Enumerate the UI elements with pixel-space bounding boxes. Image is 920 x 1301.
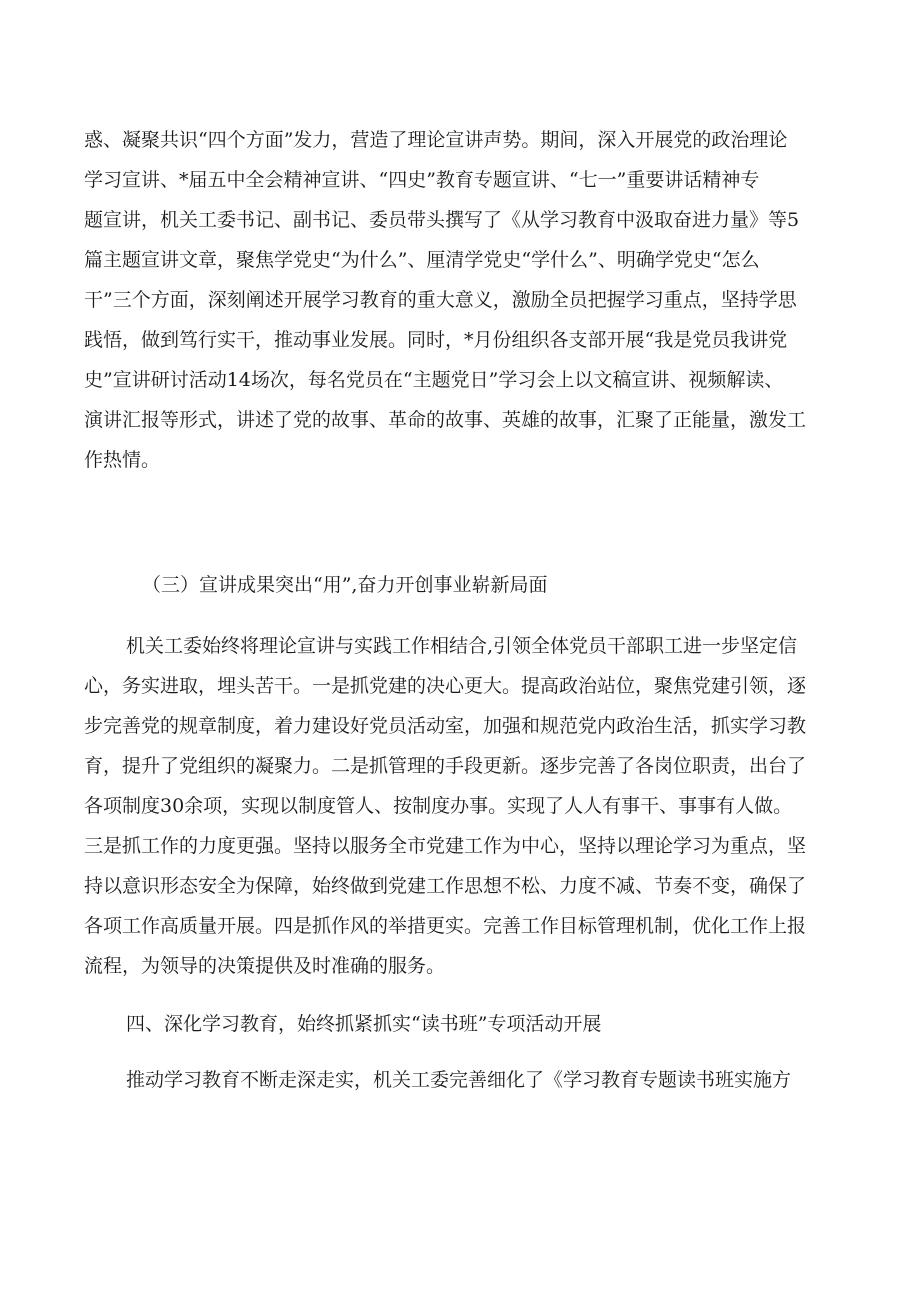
paragraph-results (84, 626, 854, 986)
text-line: 育，提升了党组织的凝聚力。二是抓管理的手段更新。逐步完善了各岗位职责，出台了 (84, 755, 807, 777)
text-line: 干”三个方面，深刻阐述开展学习教育的重大意义，激励全员把握学习重点，坚持学思 (84, 289, 797, 311)
heading-text: 四、深化学习教育，始终抓紧抓实“读书班”专项活动开展 (126, 1013, 602, 1035)
text-line: 践悟，做到笃行实干，推动事业发展。同时，*月份组织各支部开展“我是党员我讲党 (84, 329, 788, 351)
paragraph-propaganda-momentum (84, 120, 854, 480)
text-line: 题宣讲，机关工委书记、副书记、委员带头撰写了《从学习教育中汲取奋进力量》等5 (84, 209, 800, 231)
text-line: 演讲汇报等形式，讲述了党的故事、革命的故事、英雄的故事，汇聚了正能量，激发工 (84, 409, 807, 431)
text-line: 步完善党的规章制度，着力建设好党员活动室，加强和规范党内政治生活，抓实学习教 (84, 715, 807, 737)
text-line: 机关工委始终将理论宣讲与实践工作相结合,引领全体党员干部职工进一步坚定信 (126, 635, 798, 657)
text-line: 各项工作高质量开展。四是抓作风的举措更实。完善工作目标管理机制，优化工作上报 (84, 915, 807, 937)
text-line: 学习宣讲、*届五中全会精神宣讲、“四史”教育专题宣讲、“七一”重要讲话精神专 (84, 169, 760, 191)
text-line: 流程，为领导的决策提供及时准确的服务。 (84, 955, 446, 977)
text-line: 惑、凝聚共识“四个方面”发力，营造了理论宣讲声势。期间，深入开展党的政治理论 (84, 129, 788, 151)
section-heading-3 (84, 565, 854, 605)
text-line: 作热情。 (84, 449, 161, 471)
text-line: 心，务实进取，埋头苦干。一是抓党建的决心更大。提高政治站位，聚焦党建引领，逐 (84, 675, 807, 697)
text-line: 史”宣讲研讨活动14场次，每名党员在“主题党日”学习会上以文稿宣讲、视频解读、 (84, 369, 784, 391)
section-heading-4 (84, 1004, 854, 1044)
text-line: 推动学习教育不断走深走实，机关工委完善细化了《学习教育专题读书班实施方 (126, 1069, 792, 1091)
text-line: 篇主题宣讲文章，聚焦学党史“为什么”、厘清学党史“学什么”、明确学党史“怎么 (84, 249, 760, 271)
heading-text: （三）宣讲成果突出“用”,奋力开创事业崭新局面 (142, 574, 548, 596)
text-line: 各项制度30余项，实现以制度管人、按制度办事。实现了人人有事干、事事有人做。 (84, 795, 793, 817)
text-line: 三是抓工作的力度更强。坚持以服务全市党建工作为中心，坚持以理论学习为重点，坚 (84, 835, 807, 857)
paragraph-reading-class (84, 1060, 854, 1100)
text-line: 持以意识形态安全为保障，始终做到党建工作思想不松、力度不减、节奏不变，确保了 (84, 875, 807, 897)
